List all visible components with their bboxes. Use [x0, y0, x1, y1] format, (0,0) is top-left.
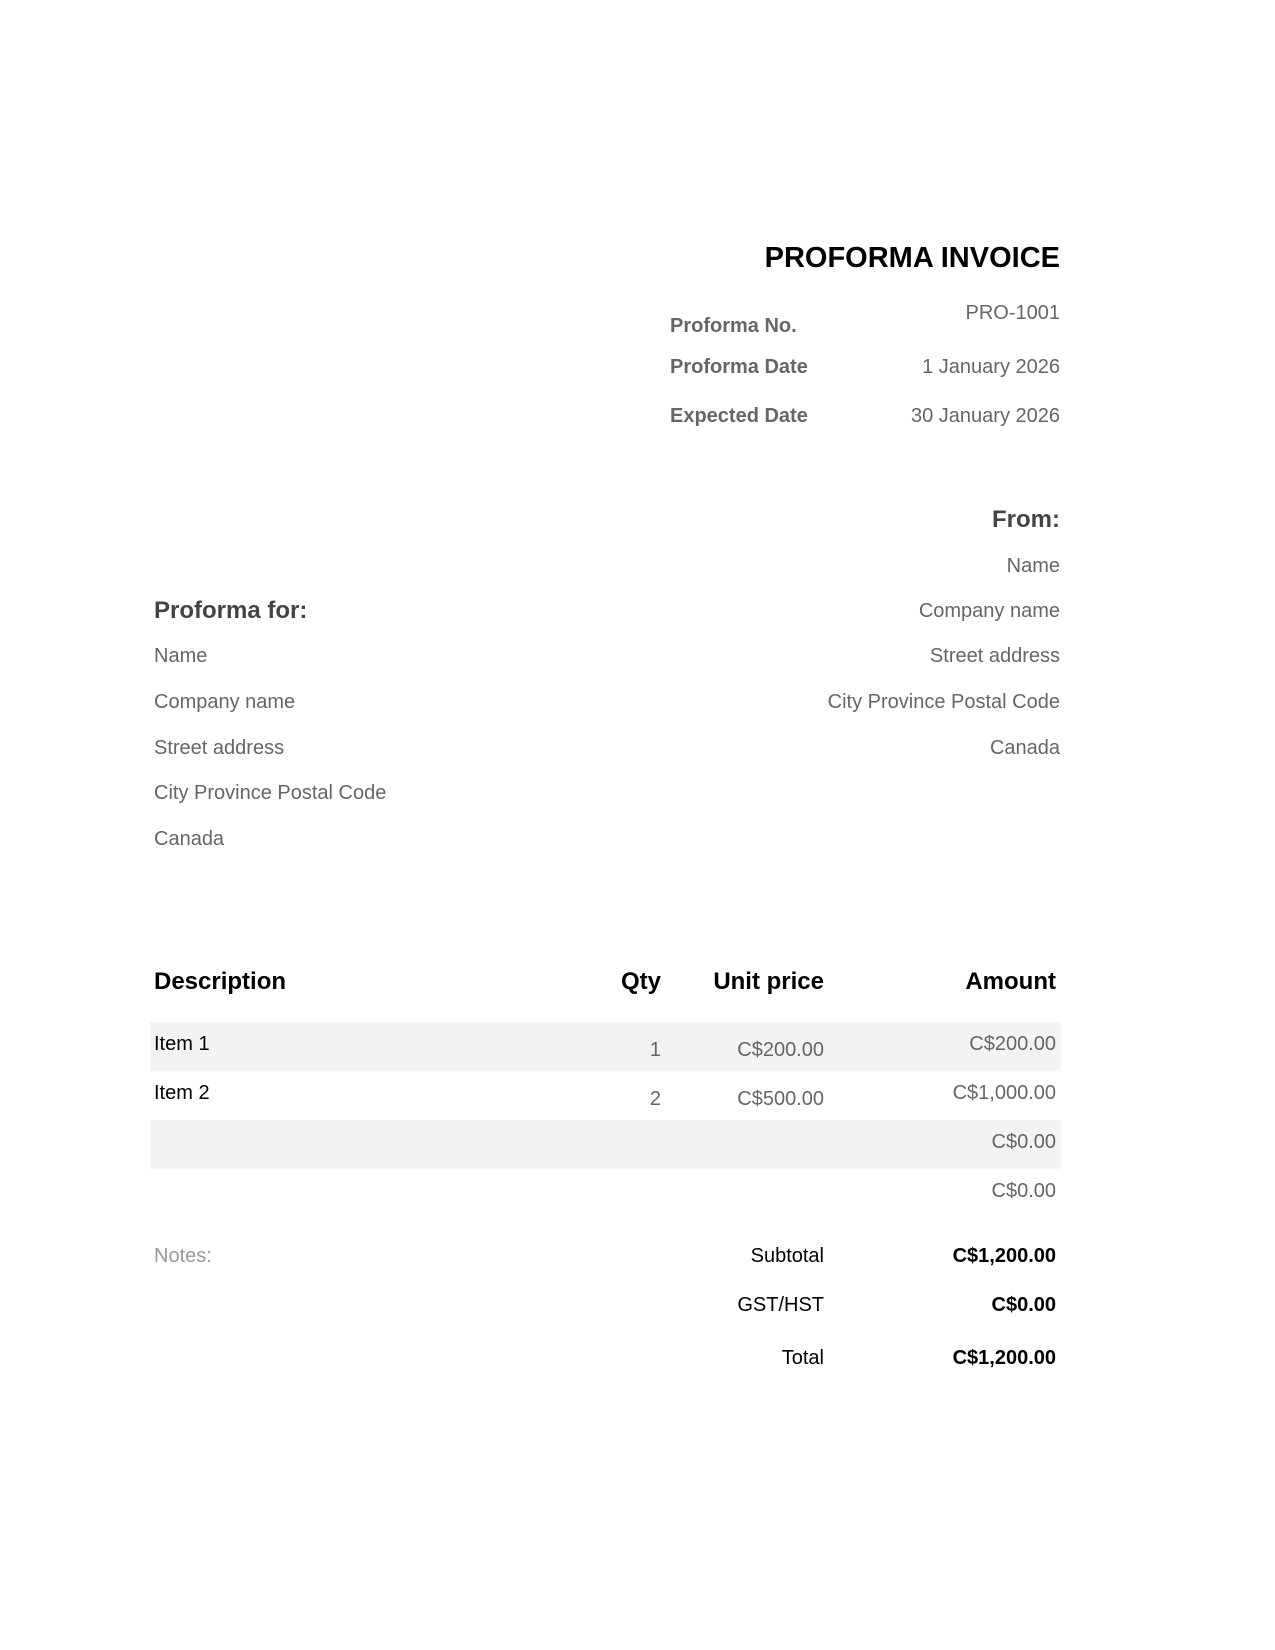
from-heading: From: — [992, 506, 1060, 533]
notes-label: Notes: — [154, 1245, 212, 1267]
document-title: PROFORMA INVOICE — [764, 242, 1060, 274]
row-qty: 1 — [649, 1039, 661, 1061]
row-description: Item 1 — [154, 1033, 210, 1055]
bill-to-name: Name — [154, 645, 208, 667]
row-qty: 2 — [649, 1088, 661, 1110]
from-company: Company name — [918, 600, 1060, 622]
row-unit-price: C$200.00 — [737, 1039, 824, 1061]
subtotal-value: C$1,200.00 — [952, 1245, 1056, 1267]
total-value: C$1,200.00 — [952, 1347, 1056, 1369]
from-country: Canada — [989, 737, 1060, 759]
subtotal-label: Subtotal — [750, 1245, 824, 1267]
proforma-date-label: Proforma Date — [670, 356, 808, 378]
from-city: City Province Postal Code — [827, 691, 1060, 713]
row-amount: C$0.00 — [991, 1131, 1056, 1153]
row-unit-price: C$500.00 — [737, 1088, 824, 1110]
column-header-unit-price: Unit price — [713, 968, 824, 995]
bill-to-street: Street address — [154, 737, 285, 759]
bill-to-company: Company name — [154, 691, 296, 713]
from-name: Name — [1006, 555, 1060, 577]
proforma-date-value: 1 January 2026 — [922, 356, 1060, 378]
row-amount: C$1,000.00 — [952, 1082, 1056, 1104]
from-street: Street address — [929, 645, 1060, 667]
total-label: Total — [781, 1347, 824, 1369]
proforma-number-value: PRO-1001 — [965, 302, 1060, 324]
proforma-number-label: Proforma No. — [670, 315, 797, 337]
tax-value: C$0.00 — [991, 1294, 1056, 1316]
expected-date-label: Expected Date — [670, 405, 808, 427]
row-amount: C$200.00 — [969, 1033, 1056, 1055]
tax-label: GST/HST — [737, 1294, 824, 1316]
expected-date-value: 30 January 2026 — [910, 405, 1060, 427]
column-header-amount: Amount — [965, 968, 1056, 995]
row-description: Item 2 — [154, 1082, 210, 1104]
row-amount: C$0.00 — [991, 1180, 1056, 1202]
bill-to-heading: Proforma for: — [154, 597, 308, 624]
column-header-description: Description — [154, 968, 287, 995]
bill-to-city: City Province Postal Code — [154, 782, 387, 804]
bill-to-country: Canada — [154, 828, 225, 850]
column-header-qty: Qty — [620, 968, 661, 995]
